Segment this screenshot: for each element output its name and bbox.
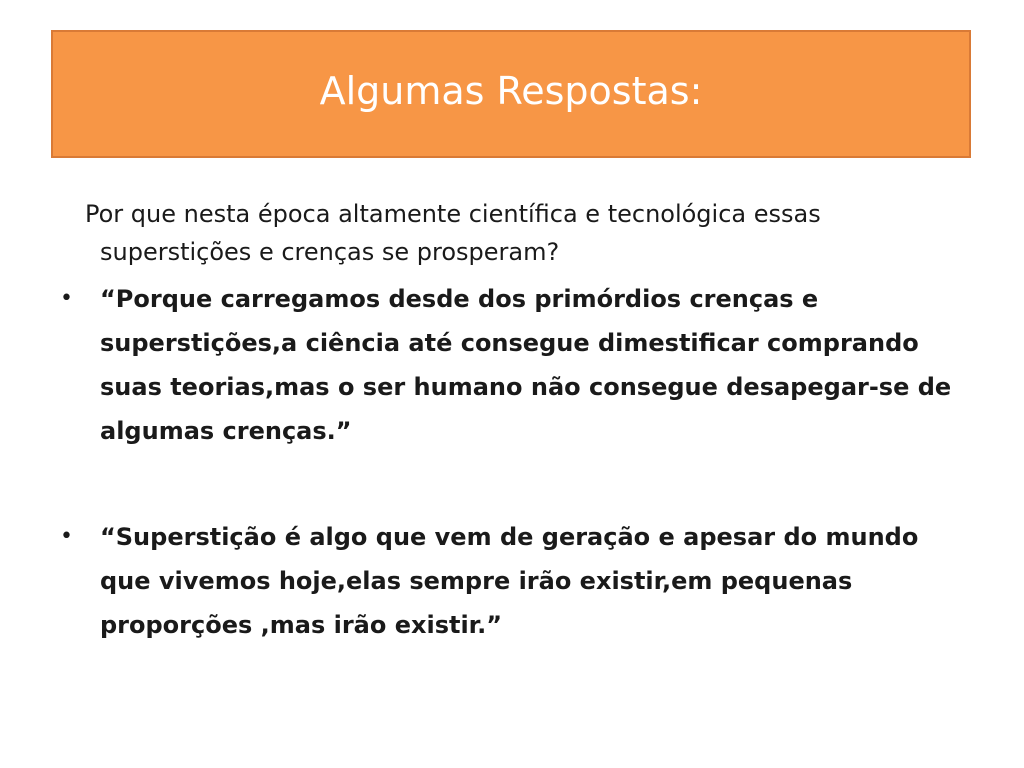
question-text: Por que nesta época altamente científica e tecnológica essas superstições e crenças se prosperam? bbox=[85, 200, 821, 266]
answer-item bbox=[60, 277, 960, 453]
title-banner bbox=[51, 30, 971, 158]
bullet-icon: • bbox=[60, 286, 73, 311]
answer-text: “Superstição é algo que vem de geração e apesar do mundo que vivemos hoje,elas sempre irão existir,em pequenas proporções ,mas irão existir.” bbox=[100, 523, 919, 639]
answer-list bbox=[60, 277, 960, 647]
slide-title: Algumas Respostas: bbox=[319, 69, 703, 113]
slide-body bbox=[60, 195, 960, 709]
answer-text: “Porque carregamos desde dos primórdios crenças e superstições,a ciência até consegue dimestificar comprando suas teorias,mas o ser humano não consegue desapegar-se de algumas crenças.” bbox=[100, 285, 952, 445]
answer-item bbox=[60, 515, 960, 647]
bullet-icon: • bbox=[60, 524, 73, 549]
